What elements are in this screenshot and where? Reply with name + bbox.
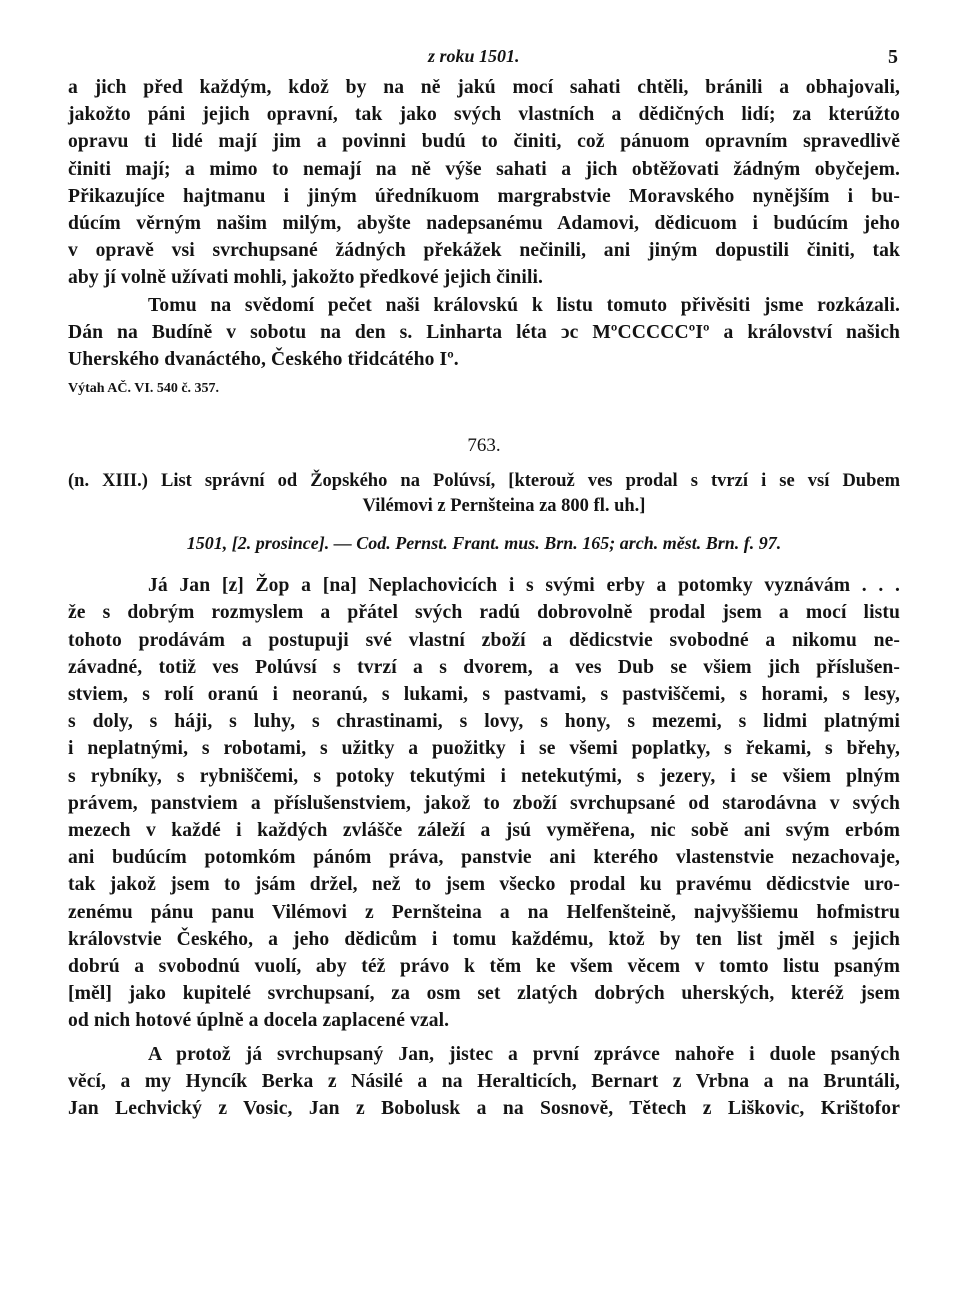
body-paragraph-1	[68, 572, 900, 1034]
text-line: tohoto prodávám a postupuji své vlastní zboží a dědicstvie svobodné a nikomu ne-	[68, 629, 900, 651]
text-line: tak jakož jsem to jsám držel, než to jsem všecko prodal ku pravému dědicstvie uro-	[68, 874, 900, 896]
text-line: činiti mají; a mimo to nemají na ně výše sahati a jich obtěžovati žádným obyčejem.	[68, 158, 900, 180]
paragraph-3	[68, 292, 900, 374]
page-number: 5	[888, 46, 898, 68]
page-header	[68, 44, 900, 74]
paragraph-1	[68, 74, 900, 183]
text-line: v opravě vsi svrchupsané žádných překážek nečinili, ani jiným dopustili činiti, tak	[68, 240, 900, 262]
text-line: stviem, s rolí oranú i neoranú, s lukami, s pastvami, s pastviščemi, s horami, s lesy,	[68, 684, 900, 706]
text-line: jakožto páni jejich opravní, tak jako svých vlastních a dědičných lidí; za kterúžto	[68, 104, 900, 126]
document-page	[68, 44, 900, 1122]
text-line: opravu ti lidé mají jim a povinni budú to činiti, což pánuom opravním spravedlivě	[68, 131, 900, 153]
text-line: i neplatnými, s robotami, s užitky a puožitky i se všemi poplatky, s řekami, s břehy,	[68, 738, 900, 760]
text-line: [měl] jako kupitelé svrchupsaní, za osm set zlatých dobrých uherských, kteréž jsem	[68, 983, 900, 1005]
text-line: věcí, a my Hyncík Berka z Násilé a na Heralticích, Bernart z Vrbna a na Bruntáli,	[68, 1070, 900, 1092]
text-line: s rybníky, s rybniščemi, s potoky tekutými i netekutými, s jezery, i se všiem plným	[68, 765, 900, 787]
heading-line: (n. XIII.) List správní od Žopského na Polúvsí, [kterouž ves prodal s tvrzí i se vsí Dubem	[68, 471, 900, 492]
text-line: královstvie Českého, a jeho dědicům i tomu každému, ktož by ten list jměl s jejich	[68, 928, 900, 950]
text-line: Přikazujíce hajtmanu i jiným úředníkuom margrabstvie Moravského nynějším i bu-	[68, 185, 900, 207]
text-line: Dán na Budíně v sobotu na den s. Linharta léta ͻc MºCCCCCºIº a království našich	[68, 321, 900, 343]
text-line: dobrú a svobodnú vuolí, aby též právo k těm ke všem věcem v tomto listu psaným	[68, 956, 900, 978]
running-title: z roku 1501.	[428, 46, 520, 66]
text-line: Jan Lechvický z Vosic, Jan z Bobolusk a na Sosnově, Tětech z Liškovic, Krištofor	[68, 1098, 900, 1120]
text-line: s doly, s háji, s luhy, s chrastinami, s lovy, s hony, s mezemi, s lidmi platnými	[68, 711, 900, 733]
text-line: dúcím věrným našim milým, abyšte nadepsanému Adamovi, dědicuom i budúcím jeho	[68, 213, 900, 235]
heading-line: Vilémovi z Pernšteina za 800 fl. uh.]	[362, 496, 646, 517]
date-and-sources: 1501, [2. prosince]. — Cod. Pernst. Frant. mus. Brn. 165; arch. měst. Brn. f. 97.	[186, 533, 782, 554]
text-line: od nich hotové úplně a docela zaplacené vzal.	[68, 1010, 450, 1032]
body-paragraph-2	[68, 1041, 900, 1123]
document-heading	[68, 469, 900, 519]
source-reference: Výtah AČ. VI. 540 č. 357.	[68, 381, 220, 397]
text-line: aby jí volně užívati mohli, jakožto předkové jejich činili.	[68, 267, 544, 289]
text-line: a jich před každým, kdož by na ně jakú mocí sahati chtěli, bránili a obhajovali,	[68, 77, 900, 98]
text-line: Já Jan [z] Žop a [na] Neplachovicích i s svými erby a potomky vyznávám . . .	[148, 575, 900, 597]
text-line: Tomu na svědomí pečet naši královskú k listu tomuto přivěsiti jsme rozkázali.	[148, 294, 900, 316]
text-line: právem, panstviem a příslušenstviem, jakož to zboží svrchupsané od starodávna v svých	[68, 792, 900, 814]
paragraph-2	[68, 183, 900, 292]
document-number: 763.	[467, 435, 501, 457]
text-line: ani budúcím potomkóm pánóm práva, panstvie ani kterého vlastenstvie nezachovaje,	[68, 847, 900, 869]
text-line: mezech v každé i každých zvláščе záleží a jsú vyměřena, nic sobě ani svým erbóm	[68, 820, 900, 842]
text-line: že s dobrým rozmyslem a přátel svých radú dobrovolně prodal jsem a mocí listu	[68, 602, 900, 624]
text-line: Uherského dvanáctého, Českého třidcátého Iº.	[68, 349, 459, 371]
text-line: zenému pánu panu Vilémovi z Pernšteina a na Helfenšteině, najvyššiemu hofmistru	[68, 901, 900, 923]
text-line: A protož já svrchupsaný Jan, jistec a první zprávce nahoře i duole psaných	[148, 1043, 900, 1065]
text-line: závadné, totiž ves Polúvsí s tvrzí a s dvorem, a ves Dub se všiem jich příslušen-	[68, 656, 900, 678]
